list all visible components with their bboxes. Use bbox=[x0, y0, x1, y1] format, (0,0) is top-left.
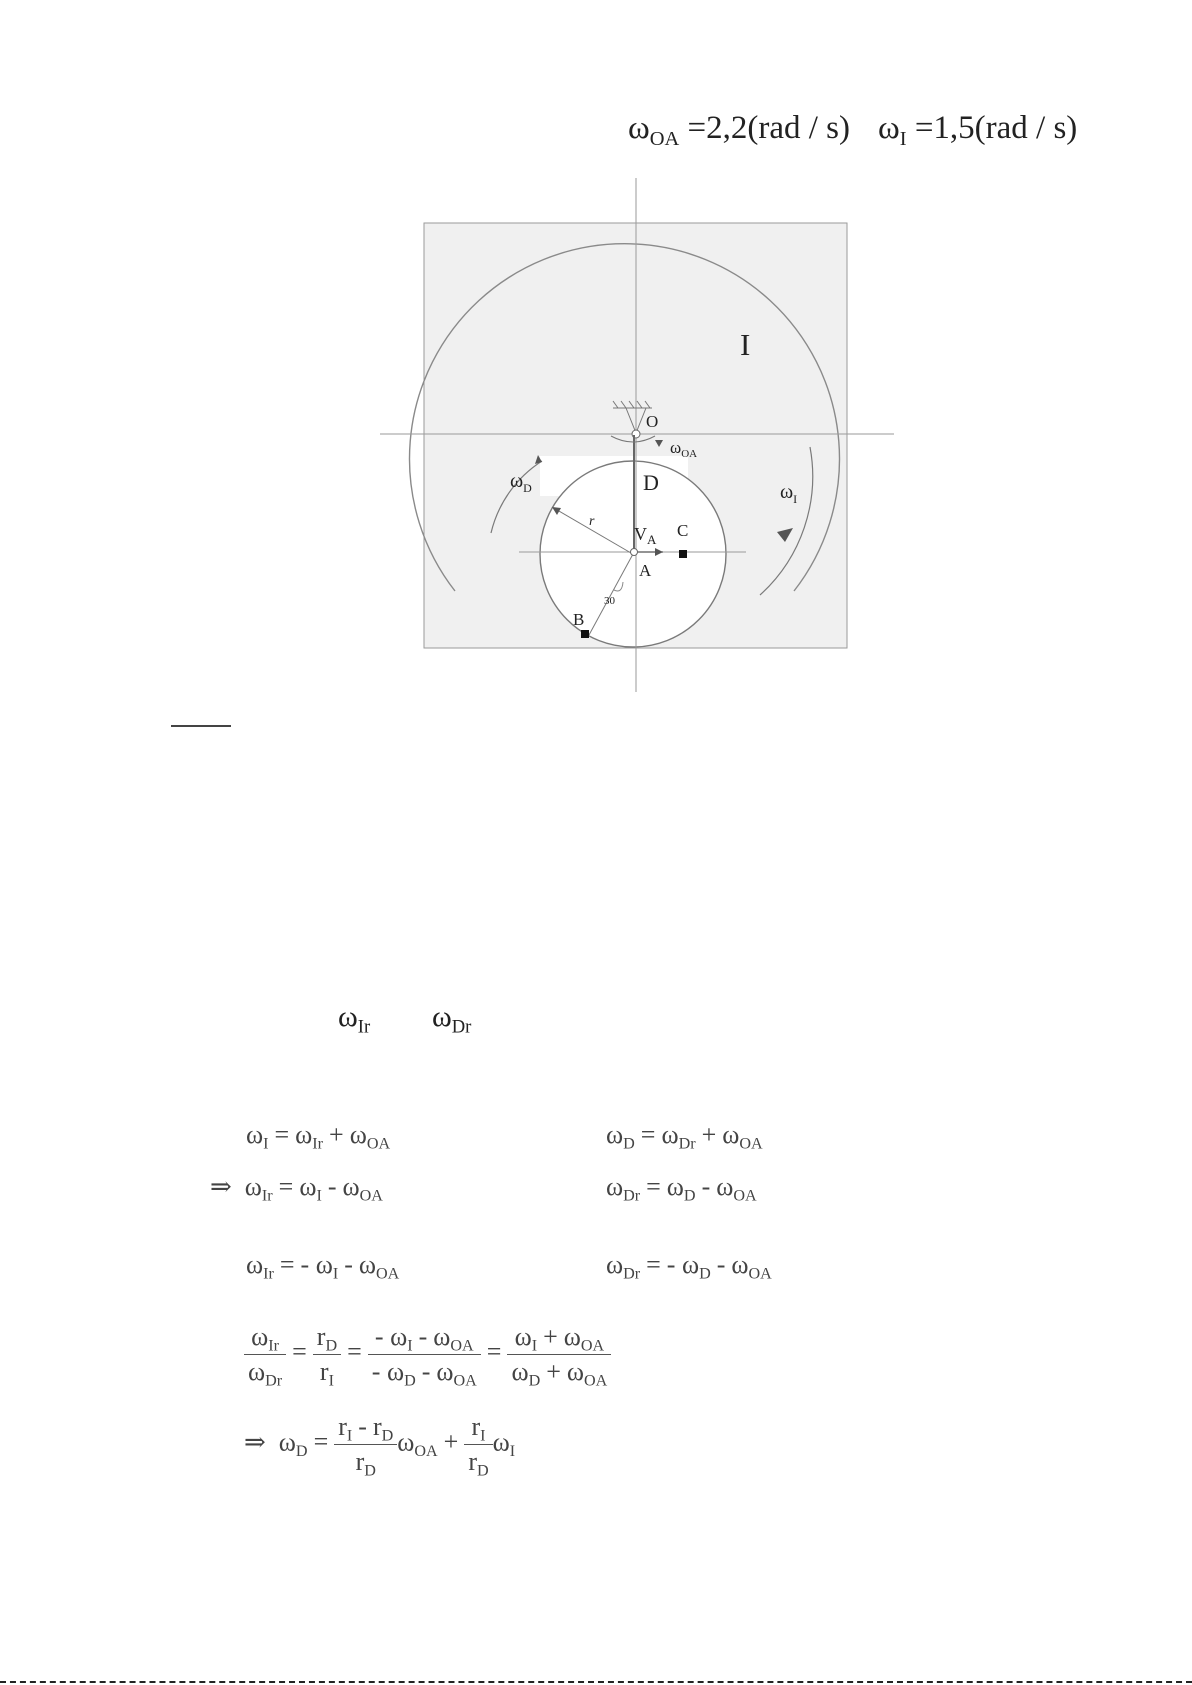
label-omega-d: $\omega_D$ bbox=[510, 470, 532, 495]
label-D: D bbox=[643, 470, 659, 495]
omega-dr-symbol: $\omega_{Dr}$ bbox=[432, 1000, 472, 1038]
eq-omega-i-composition: $\omega_I = \omega_{Ir} + \omega_{OA}$ bbox=[246, 1120, 391, 1153]
label-omega-oa: $\omega_{OA}$ bbox=[670, 438, 698, 460]
frac-sum-ratio: $\frac{\omega_I + \omega_{OA}}{\omega_D + \omega_{OA}}$ bbox=[507, 1322, 611, 1387]
given-values bbox=[628, 110, 1078, 151]
label-B: B bbox=[573, 610, 585, 629]
eq-ratio: $\frac{\omega_{Ir}}{\omega_{Dr}}$ = $\frac{r_D}{r_I}$ = $\frac{- \omega_I - \omega_{OA}}{- \omega_D - \omega_{OA}}$ = $\frac{\omega_I + \omega_{OA}}{\omega_D + \omega_{OA}}$ bbox=[244, 1322, 611, 1387]
frac-radius-difference: $\frac{r_I - r_D}{r_D}$ bbox=[334, 1412, 397, 1477]
point-C-marker bbox=[679, 550, 687, 558]
frac-omega-ratio: $\frac{\omega_{Ir}}{\omega_{Dr}}$ bbox=[244, 1322, 286, 1387]
label-A: A bbox=[639, 561, 652, 580]
omega-i-given: $\omega_I =1,5(rad / s)$ bbox=[878, 110, 1078, 151]
implies-symbol: ⇒ bbox=[244, 1427, 266, 1457]
label-omega-i: $\omega_I$ bbox=[780, 481, 798, 506]
label-r: r bbox=[589, 514, 595, 529]
point-A-marker bbox=[631, 549, 638, 556]
label-disk-I: I bbox=[740, 327, 751, 362]
eq-omega-dr-difference: $\omega_{Dr} = \omega_D - \omega_{OA}$ bbox=[606, 1172, 757, 1205]
eq-omega-d-composition: $\omega_D = \omega_{Dr} + \omega_{OA}$ bbox=[606, 1120, 763, 1153]
label-C: C bbox=[677, 521, 689, 540]
point-B-marker bbox=[581, 630, 589, 638]
mechanism-figure bbox=[360, 170, 900, 700]
omega-oa-given: $\omega_{OA} =2,2(rad / s)$ bbox=[628, 110, 851, 151]
section-underline bbox=[171, 725, 231, 727]
label-angle-30: 30 bbox=[604, 595, 615, 607]
frac-signed-ratio: $\frac{- \omega_I - \omega_{OA}}{- \omega_D - \omega_{OA}}$ bbox=[368, 1322, 481, 1387]
omega-ir-symbol: $\omega_{Ir}$ bbox=[338, 1000, 371, 1038]
frac-radius-ratio: $\frac{r_D}{r_I}$ bbox=[313, 1322, 341, 1387]
label-VA: $V_A$ bbox=[634, 524, 657, 547]
eq-omega-ir-signed: $\omega_{Ir}$ = - $\omega_I - \omega_{OA}$ bbox=[246, 1250, 400, 1283]
page-bottom-rule bbox=[0, 1681, 1192, 1683]
label-O: O bbox=[646, 412, 659, 431]
eq-omega-dr-signed: $\omega_{Dr}$ = - $\omega_D - \omega_{OA}$ bbox=[606, 1250, 772, 1283]
eq-omega-ir-difference: ⇒ $\omega_{Ir} = \omega_I - \omega_{OA}$ bbox=[210, 1172, 383, 1205]
frac-radius-quotient: $\frac{r_I}{r_D}$ bbox=[464, 1412, 492, 1477]
implies-symbol: ⇒ bbox=[210, 1172, 232, 1201]
mechanism-diagram bbox=[360, 170, 900, 700]
eq-omega-d-result: ⇒ $\omega_D$ = $\frac{r_I - r_D}{r_D}$ $\omega_{OA}$ + $\frac{r_I}{r_D}$ $\omega_I$ bbox=[244, 1412, 516, 1480]
